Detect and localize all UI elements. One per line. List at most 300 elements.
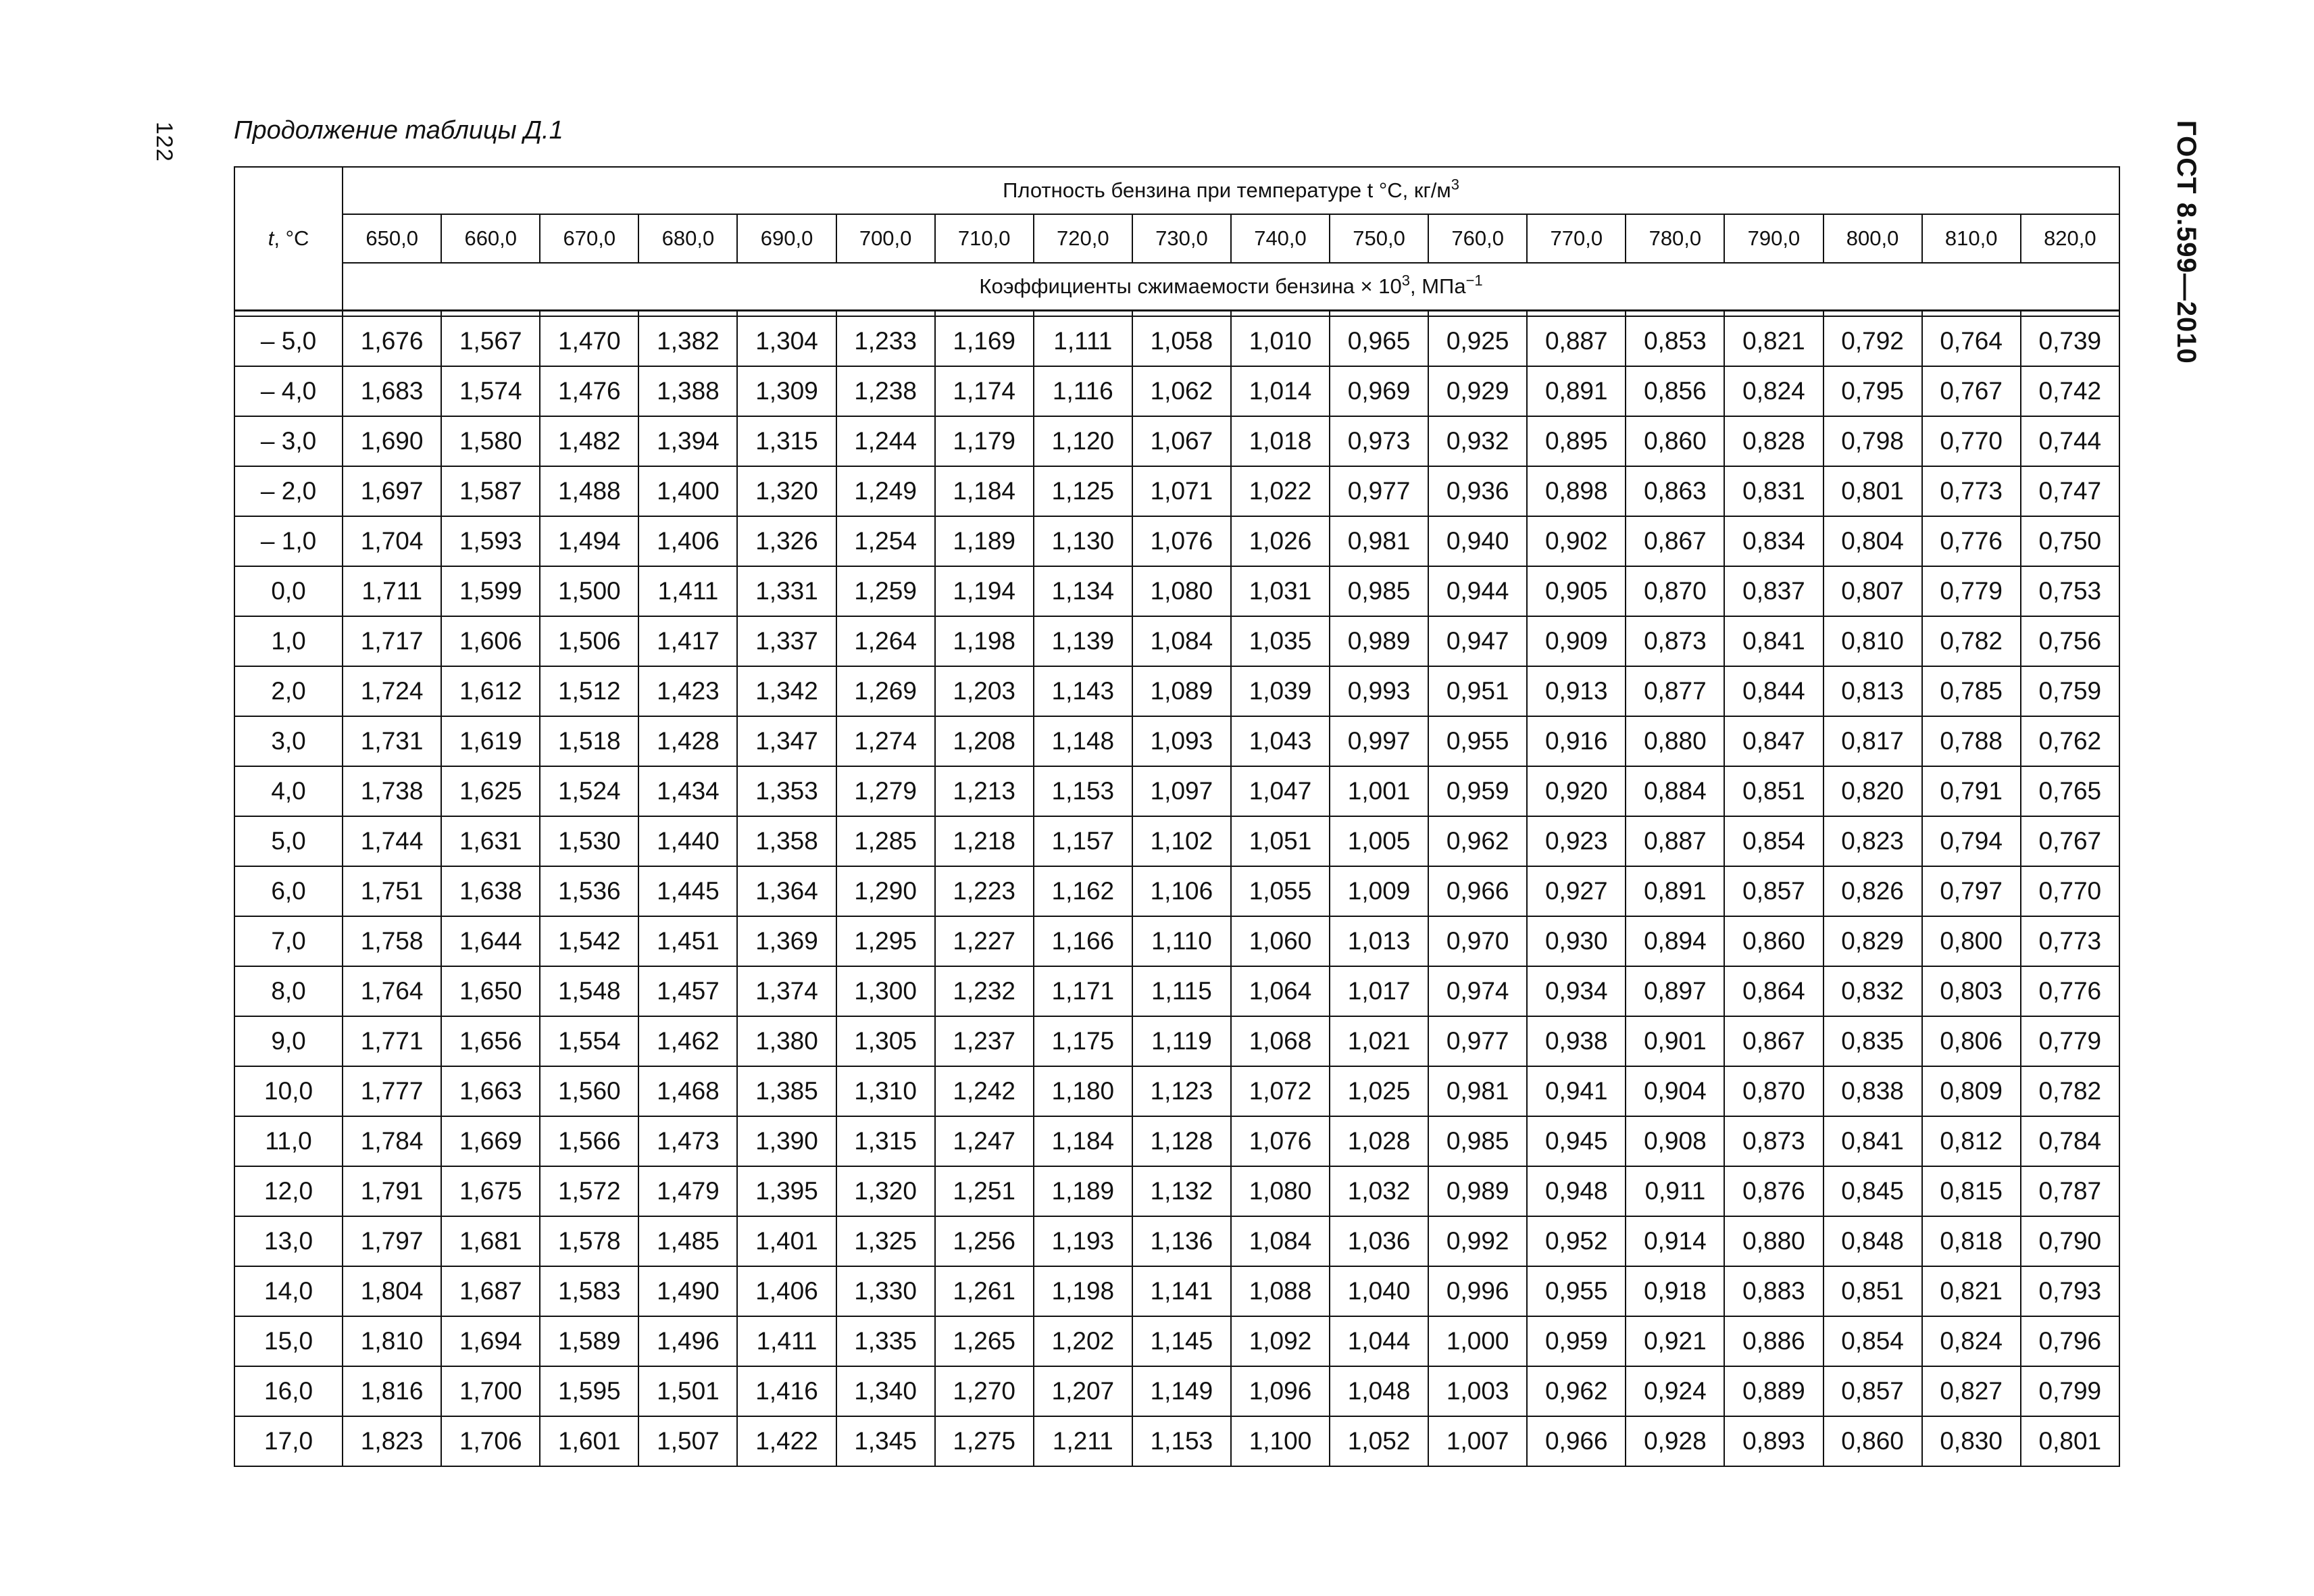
coefficient-cell: 0,806 <box>1922 1016 2021 1066</box>
coefficient-cell: 0,790 <box>2021 1216 2119 1266</box>
coefficient-cell: 1,315 <box>836 1116 935 1166</box>
coefficient-cell: 1,035 <box>1231 616 1330 666</box>
coefficient-cell: 1,697 <box>343 466 441 516</box>
coefficient-cell: 1,777 <box>343 1066 441 1116</box>
coefficient-cell: 1,325 <box>836 1216 935 1266</box>
table-row <box>234 466 2119 516</box>
coefficient-cell: 0,923 <box>1527 816 1626 866</box>
coefficient-cell: 0,835 <box>1823 1016 1922 1066</box>
coefficient-cell: 1,084 <box>1231 1216 1330 1266</box>
coefficient-cell: 0,965 <box>1330 316 1428 366</box>
coefficient-cell: 0,951 <box>1428 666 1527 716</box>
separator-cell <box>1922 311 2021 317</box>
table-row <box>234 1016 2119 1066</box>
coefficient-cell: 1,501 <box>638 1366 737 1416</box>
density-column-header: 800,0 <box>1823 214 1922 263</box>
coefficient-cell: 1,320 <box>737 466 836 516</box>
coefficient-cell: 0,764 <box>1922 316 2021 366</box>
coefficient-cell: 0,794 <box>1922 816 2021 866</box>
coefficient-cell: 0,962 <box>1428 816 1527 866</box>
coefficient-cell: 1,149 <box>1132 1366 1231 1416</box>
coefficient-cell: 1,669 <box>441 1116 540 1166</box>
coefficient-cell: 1,530 <box>540 816 638 866</box>
coefficient-cell: 1,064 <box>1231 966 1330 1016</box>
coefficient-cell: 1,744 <box>343 816 441 866</box>
coefficient-cell: 1,060 <box>1231 916 1330 966</box>
coefficient-cell: 0,891 <box>1626 866 1724 916</box>
coefficient-cell: 1,428 <box>638 716 737 766</box>
coefficient-cell: 0,974 <box>1428 966 1527 1016</box>
coefficient-cell: 1,612 <box>441 666 540 716</box>
temperature-cell: – 1,0 <box>234 516 343 566</box>
coefficient-cell: 1,440 <box>638 816 737 866</box>
coefficient-cell: 1,690 <box>343 416 441 466</box>
coefficient-cell: 1,300 <box>836 966 935 1016</box>
coefficient-cell: 1,394 <box>638 416 737 466</box>
coefficient-cell: 1,401 <box>737 1216 836 1266</box>
coefficient-cell: 1,675 <box>441 1166 540 1216</box>
coefficient-cell: 1,574 <box>441 366 540 416</box>
coefficient-cell: 0,813 <box>1823 666 1922 716</box>
coefficient-cell: 1,180 <box>1034 1066 1132 1116</box>
coefficient-cell: 0,800 <box>1922 916 2021 966</box>
coefficient-cell: 0,830 <box>1922 1416 2021 1466</box>
coefficient-cell: 0,876 <box>1724 1166 1823 1216</box>
coefficient-cell: 1,194 <box>935 566 1034 616</box>
coefficient-cell: 0,795 <box>1823 366 1922 416</box>
coefficient-cell: 1,089 <box>1132 666 1231 716</box>
table-row <box>234 666 2119 716</box>
coefficient-cell: 0,793 <box>2021 1266 2119 1316</box>
table-row <box>234 816 2119 866</box>
coefficient-cell: 1,681 <box>441 1216 540 1266</box>
coefficient-cell: 1,134 <box>1034 566 1132 616</box>
coefficient-cell: 1,490 <box>638 1266 737 1316</box>
separator-cell <box>935 311 1034 317</box>
coefficient-cell: 0,829 <box>1823 916 1922 966</box>
coefficient-cell: 1,265 <box>935 1316 1034 1366</box>
coefficient-cell: 0,981 <box>1428 1066 1527 1116</box>
coefficient-cell: 0,818 <box>1922 1216 2021 1266</box>
density-header <box>343 167 2119 214</box>
separator-cell <box>343 311 441 317</box>
coefficient-cell: 1,482 <box>540 416 638 466</box>
coefficient-cell: 1,010 <box>1231 316 1330 366</box>
coefficient-cell: 1,153 <box>1034 766 1132 816</box>
coefficient-cell: 0,785 <box>1922 666 2021 716</box>
coefficient-cell: 1,382 <box>638 316 737 366</box>
coefficient-cell: 1,485 <box>638 1216 737 1266</box>
separator-cell <box>1034 311 1132 317</box>
coefficient-cell: 0,948 <box>1527 1166 1626 1216</box>
coefficient-cell: 0,756 <box>2021 616 2119 666</box>
coefficient-cell: 0,801 <box>1823 466 1922 516</box>
coefficient-cell: 0,832 <box>1823 966 1922 1016</box>
coefficient-cell: 0,860 <box>1724 916 1823 966</box>
separator-cell <box>441 311 540 317</box>
temperature-cell: 14,0 <box>234 1266 343 1316</box>
coefficient-cell: 0,824 <box>1922 1316 2021 1366</box>
coefficient-cell: 0,959 <box>1428 766 1527 816</box>
coefficient-cell: 1,227 <box>935 916 1034 966</box>
coefficient-cell: 1,097 <box>1132 766 1231 816</box>
coefficient-cell: 1,143 <box>1034 666 1132 716</box>
coefficient-cell: 0,992 <box>1428 1216 1527 1266</box>
coefficient-cell: 1,102 <box>1132 816 1231 866</box>
coefficient-cell: 1,572 <box>540 1166 638 1216</box>
coefficient-cell: 1,406 <box>638 516 737 566</box>
density-column-header: 670,0 <box>540 214 638 263</box>
coefficient-cell: 0,970 <box>1428 916 1527 966</box>
separator-cell <box>638 311 737 317</box>
coefficient-cell: 0,815 <box>1922 1166 2021 1216</box>
coefficient-cell: 0,821 <box>1724 316 1823 366</box>
density-column-header: 790,0 <box>1724 214 1823 263</box>
coefficient-cell: 0,880 <box>1724 1216 1823 1266</box>
coefficient-cell: 0,989 <box>1330 616 1428 666</box>
coefficient-cell: 0,934 <box>1527 966 1626 1016</box>
coefficient-cell: 1,145 <box>1132 1316 1231 1366</box>
coefficient-cell: 0,817 <box>1823 716 1922 766</box>
coefficient-cell: 0,955 <box>1527 1266 1626 1316</box>
temperature-cell: – 3,0 <box>234 416 343 466</box>
coefficient-cell: 0,877 <box>1626 666 1724 716</box>
table-row <box>234 1216 2119 1266</box>
temperature-cell: 3,0 <box>234 716 343 766</box>
coefficient-cell: 1,048 <box>1330 1366 1428 1416</box>
coefficient-cell: 1,434 <box>638 766 737 816</box>
coefficient-cell: 0,944 <box>1428 566 1527 616</box>
coefficient-cell: 0,747 <box>2021 466 2119 516</box>
coefficient-cell: 1,162 <box>1034 866 1132 916</box>
density-column-header: 820,0 <box>2021 214 2119 263</box>
coefficient-cell: 0,962 <box>1527 1366 1626 1416</box>
coefficient-cell: 1,542 <box>540 916 638 966</box>
coefficient-cell: 1,683 <box>343 366 441 416</box>
density-column-header: 650,0 <box>343 214 441 263</box>
temperature-cell: 9,0 <box>234 1016 343 1066</box>
temperature-cell: – 4,0 <box>234 366 343 416</box>
table-row <box>234 1166 2119 1216</box>
coefficient-cell: 1,115 <box>1132 966 1231 1016</box>
coefficient-cell: 1,270 <box>935 1366 1034 1416</box>
coefficient-cell: 1,751 <box>343 866 441 916</box>
coefficient-cell: 1,473 <box>638 1116 737 1166</box>
coefficient-cell: 0,940 <box>1428 516 1527 566</box>
coefficient-cell: 0,791 <box>1922 766 2021 816</box>
coefficient-cell: 1,051 <box>1231 816 1330 866</box>
coefficient-cell: 0,916 <box>1527 716 1626 766</box>
temperature-cell: 16,0 <box>234 1366 343 1416</box>
coefficient-cell: 1,347 <box>737 716 836 766</box>
table-row <box>234 516 2119 566</box>
temperature-cell: 10,0 <box>234 1066 343 1116</box>
coefficient-cell: 1,189 <box>935 516 1034 566</box>
coefficient-cell: 1,055 <box>1231 866 1330 916</box>
coefficient-cell: 1,476 <box>540 366 638 416</box>
coefficient-cell: 1,001 <box>1330 766 1428 816</box>
coefficient-cell: 1,198 <box>935 616 1034 666</box>
standard-code: ГОСТ 8.599—2010 <box>2171 120 2201 364</box>
coefficient-header-unit-exponent: −1 <box>1465 272 1483 289</box>
coefficient-cell: 0,797 <box>1922 866 2021 916</box>
separator-cell <box>1724 311 1823 317</box>
coefficient-cell: 1,242 <box>935 1066 1034 1116</box>
coefficient-cell: 1,663 <box>441 1066 540 1116</box>
coefficient-cell: 1,080 <box>1231 1166 1330 1216</box>
coefficient-cell: 1,084 <box>1132 616 1231 666</box>
coefficient-cell: 1,244 <box>836 416 935 466</box>
coefficient-cell: 1,141 <box>1132 1266 1231 1316</box>
coefficient-cell: 0,947 <box>1428 616 1527 666</box>
coefficient-cell: 1,036 <box>1330 1216 1428 1266</box>
coefficient-cell: 1,606 <box>441 616 540 666</box>
coefficient-cell: 1,218 <box>935 816 1034 866</box>
density-column-header: 760,0 <box>1428 214 1527 263</box>
temperature-cell: 2,0 <box>234 666 343 716</box>
coefficient-cell: 1,390 <box>737 1116 836 1166</box>
coefficient-cell: 1,599 <box>441 566 540 616</box>
coefficient-cell: 0,997 <box>1330 716 1428 766</box>
coefficient-cell: 0,918 <box>1626 1266 1724 1316</box>
coefficient-cell: 0,809 <box>1922 1066 2021 1116</box>
coefficient-cell: 1,560 <box>540 1066 638 1116</box>
coefficient-cell: 1,445 <box>638 866 737 916</box>
coefficient-cell: 0,828 <box>1724 416 1823 466</box>
coefficient-cell: 1,295 <box>836 916 935 966</box>
coefficient-cell: 1,169 <box>935 316 1034 366</box>
temperature-cell: 11,0 <box>234 1116 343 1166</box>
coefficient-cell: 1,223 <box>935 866 1034 916</box>
coefficient-cell: 0,893 <box>1724 1416 1823 1466</box>
separator-cell <box>836 311 935 317</box>
coefficient-cell: 1,062 <box>1132 366 1231 416</box>
coefficient-cell: 0,985 <box>1330 566 1428 616</box>
coefficient-cell: 1,018 <box>1231 416 1330 466</box>
coefficient-cell: 1,274 <box>836 716 935 766</box>
coefficient-cell: 0,847 <box>1724 716 1823 766</box>
coefficient-cell: 1,000 <box>1428 1316 1527 1366</box>
coefficient-cell: 1,007 <box>1428 1416 1527 1466</box>
coefficient-cell: 1,554 <box>540 1016 638 1066</box>
coefficient-cell: 0,889 <box>1724 1366 1823 1416</box>
coefficient-cell: 1,462 <box>638 1016 737 1066</box>
coefficient-cell: 1,717 <box>343 616 441 666</box>
coefficient-cell: 0,932 <box>1428 416 1527 466</box>
coefficient-cell: 1,058 <box>1132 316 1231 366</box>
coefficient-cell: 0,867 <box>1724 1016 1823 1066</box>
coefficient-cell: 0,779 <box>2021 1016 2119 1066</box>
coefficient-cell: 1,704 <box>343 516 441 566</box>
coefficient-cell: 1,625 <box>441 766 540 816</box>
table-row <box>234 1116 2119 1166</box>
coefficient-cell: 1,500 <box>540 566 638 616</box>
coefficient-cell: 0,883 <box>1724 1266 1823 1316</box>
coefficient-cell: 1,120 <box>1034 416 1132 466</box>
coefficient-cell: 0,864 <box>1724 966 1823 1016</box>
coefficient-cell: 0,827 <box>1922 1366 2021 1416</box>
coefficient-cell: 1,044 <box>1330 1316 1428 1366</box>
density-column-header: 770,0 <box>1527 214 1626 263</box>
coefficient-cell: 1,711 <box>343 566 441 616</box>
coefficient-cell: 0,870 <box>1626 566 1724 616</box>
coefficient-cell: 0,898 <box>1527 466 1626 516</box>
coefficient-cell: 0,770 <box>1922 416 2021 466</box>
coefficient-cell: 1,494 <box>540 516 638 566</box>
coefficient-cell: 0,884 <box>1626 766 1724 816</box>
coefficient-cell: 0,753 <box>2021 566 2119 616</box>
coefficient-cell: 1,315 <box>737 416 836 466</box>
coefficient-cell: 1,022 <box>1231 466 1330 516</box>
temperature-unit: , °С <box>274 226 309 250</box>
coefficient-cell: 1,411 <box>638 566 737 616</box>
density-header-exponent: 3 <box>1451 176 1459 193</box>
coefficient-cell: 1,157 <box>1034 816 1132 866</box>
coefficient-cell: 1,184 <box>935 466 1034 516</box>
coefficient-cell: 1,071 <box>1132 466 1231 516</box>
coefficient-cell: 0,796 <box>2021 1316 2119 1366</box>
coefficient-cell: 1,259 <box>836 566 935 616</box>
coefficient-cell: 1,031 <box>1231 566 1330 616</box>
coefficient-cell: 1,385 <box>737 1066 836 1116</box>
coefficient-cell: 1,174 <box>935 366 1034 416</box>
temperature-cell: 17,0 <box>234 1416 343 1466</box>
density-column-header: 730,0 <box>1132 214 1231 263</box>
coefficient-cell: 1,369 <box>737 916 836 966</box>
temperature-cell: 5,0 <box>234 816 343 866</box>
temperature-cell: 15,0 <box>234 1316 343 1366</box>
coefficient-cell: 0,969 <box>1330 366 1428 416</box>
table-row <box>234 1416 2119 1466</box>
coefficient-cell: 1,340 <box>836 1366 935 1416</box>
coefficient-cell: 1,416 <box>737 1366 836 1416</box>
temperature-cell: 8,0 <box>234 966 343 1016</box>
coefficient-cell: 1,256 <box>935 1216 1034 1266</box>
header-row-density-values <box>234 214 2119 263</box>
table-row <box>234 366 2119 416</box>
coefficient-cell: 0,911 <box>1626 1166 1724 1216</box>
coefficient-cell: 1,650 <box>441 966 540 1016</box>
separator-cell <box>2021 311 2119 317</box>
coefficient-cell: 1,335 <box>836 1316 935 1366</box>
coefficient-cell: 1,411 <box>737 1316 836 1366</box>
compressibility-table <box>234 166 2120 1467</box>
table-row <box>234 766 2119 816</box>
table-row <box>234 1316 2119 1366</box>
table-row <box>234 566 2119 616</box>
coefficient-cell: 0,782 <box>1922 616 2021 666</box>
coefficient-cell: 0,924 <box>1626 1366 1724 1416</box>
coefficient-cell: 0,810 <box>1823 616 1922 666</box>
coefficient-cell: 1,731 <box>343 716 441 766</box>
coefficient-cell: 1,380 <box>737 1016 836 1066</box>
coefficient-cell: 1,111 <box>1034 316 1132 366</box>
header-row-density-title <box>234 167 2119 214</box>
coefficient-cell: 1,166 <box>1034 916 1132 966</box>
coefficient-cell: 0,851 <box>1823 1266 1922 1316</box>
temperature-cell: 1,0 <box>234 616 343 666</box>
coefficient-cell: 1,290 <box>836 866 935 916</box>
coefficient-cell: 1,764 <box>343 966 441 1016</box>
coefficient-cell: 1,496 <box>638 1316 737 1366</box>
coefficient-cell: 0,831 <box>1724 466 1823 516</box>
coefficient-cell: 1,100 <box>1231 1416 1330 1466</box>
coefficient-cell: 0,821 <box>1922 1266 2021 1316</box>
coefficient-cell: 1,017 <box>1330 966 1428 1016</box>
coefficient-cell: 0,860 <box>1823 1416 1922 1466</box>
coefficient-cell: 0,853 <box>1626 316 1724 366</box>
coefficient-cell: 1,251 <box>935 1166 1034 1216</box>
coefficient-cell: 0,759 <box>2021 666 2119 716</box>
coefficient-cell: 1,136 <box>1132 1216 1231 1266</box>
coefficient-cell: 0,767 <box>1922 366 2021 416</box>
coefficient-cell: 0,798 <box>1823 416 1922 466</box>
coefficient-cell: 1,171 <box>1034 966 1132 1016</box>
coefficient-cell: 1,039 <box>1231 666 1330 716</box>
coefficient-cell: 1,488 <box>540 466 638 516</box>
table-caption: Продолжение таблицы Д.1 <box>234 116 563 145</box>
coefficient-cell: 1,687 <box>441 1266 540 1316</box>
coefficient-cell: 1,706 <box>441 1416 540 1466</box>
coefficient-cell: 1,193 <box>1034 1216 1132 1266</box>
coefficient-cell: 1,644 <box>441 916 540 966</box>
density-column-header: 780,0 <box>1626 214 1724 263</box>
coefficient-cell: 0,887 <box>1527 316 1626 366</box>
coefficient-cell: 0,996 <box>1428 1266 1527 1316</box>
coefficient-cell: 0,901 <box>1626 1016 1724 1066</box>
coefficient-cell: 0,773 <box>2021 916 2119 966</box>
coefficient-cell: 1,631 <box>441 816 540 866</box>
coefficient-cell: 0,863 <box>1626 466 1724 516</box>
coefficient-cell: 0,894 <box>1626 916 1724 966</box>
coefficient-cell: 0,977 <box>1428 1016 1527 1066</box>
coefficient-cell: 1,331 <box>737 566 836 616</box>
coefficient-cell: 1,032 <box>1330 1166 1428 1216</box>
temperature-header <box>234 167 343 311</box>
coefficient-cell: 0,905 <box>1527 566 1626 616</box>
separator-cell <box>540 311 638 317</box>
coefficient-cell: 1,309 <box>737 366 836 416</box>
coefficient-cell: 1,423 <box>638 666 737 716</box>
coefficient-cell: 0,925 <box>1428 316 1527 366</box>
coefficient-cell: 0,966 <box>1527 1416 1626 1466</box>
coefficient-cell: 1,247 <box>935 1116 1034 1166</box>
coefficient-cell: 1,028 <box>1330 1116 1428 1166</box>
coefficient-cell: 1,285 <box>836 816 935 866</box>
coefficient-cell: 1,758 <box>343 916 441 966</box>
header-separator <box>234 311 2119 317</box>
coefficient-cell: 1,110 <box>1132 916 1231 966</box>
coefficient-cell: 1,738 <box>343 766 441 816</box>
coefficient-cell: 1,013 <box>1330 916 1428 966</box>
coefficient-cell: 0,834 <box>1724 516 1823 566</box>
coefficient-cell: 0,920 <box>1527 766 1626 816</box>
coefficient-cell: 0,887 <box>1626 816 1724 866</box>
coefficient-cell: 0,845 <box>1823 1166 1922 1216</box>
coefficient-cell: 1,068 <box>1231 1016 1330 1066</box>
coefficient-cell: 0,914 <box>1626 1216 1724 1266</box>
coefficient-cell: 1,088 <box>1231 1266 1330 1316</box>
coefficient-cell: 1,153 <box>1132 1416 1231 1466</box>
coefficient-cell: 1,700 <box>441 1366 540 1416</box>
temperature-cell: 6,0 <box>234 866 343 916</box>
coefficient-cell: 1,810 <box>343 1316 441 1366</box>
coefficient-cell: 1,092 <box>1231 1316 1330 1366</box>
separator-cell <box>234 311 343 317</box>
coefficient-cell: 1,254 <box>836 516 935 566</box>
coefficient-cell: 1,130 <box>1034 516 1132 566</box>
coefficient-cell: 0,891 <box>1527 366 1626 416</box>
